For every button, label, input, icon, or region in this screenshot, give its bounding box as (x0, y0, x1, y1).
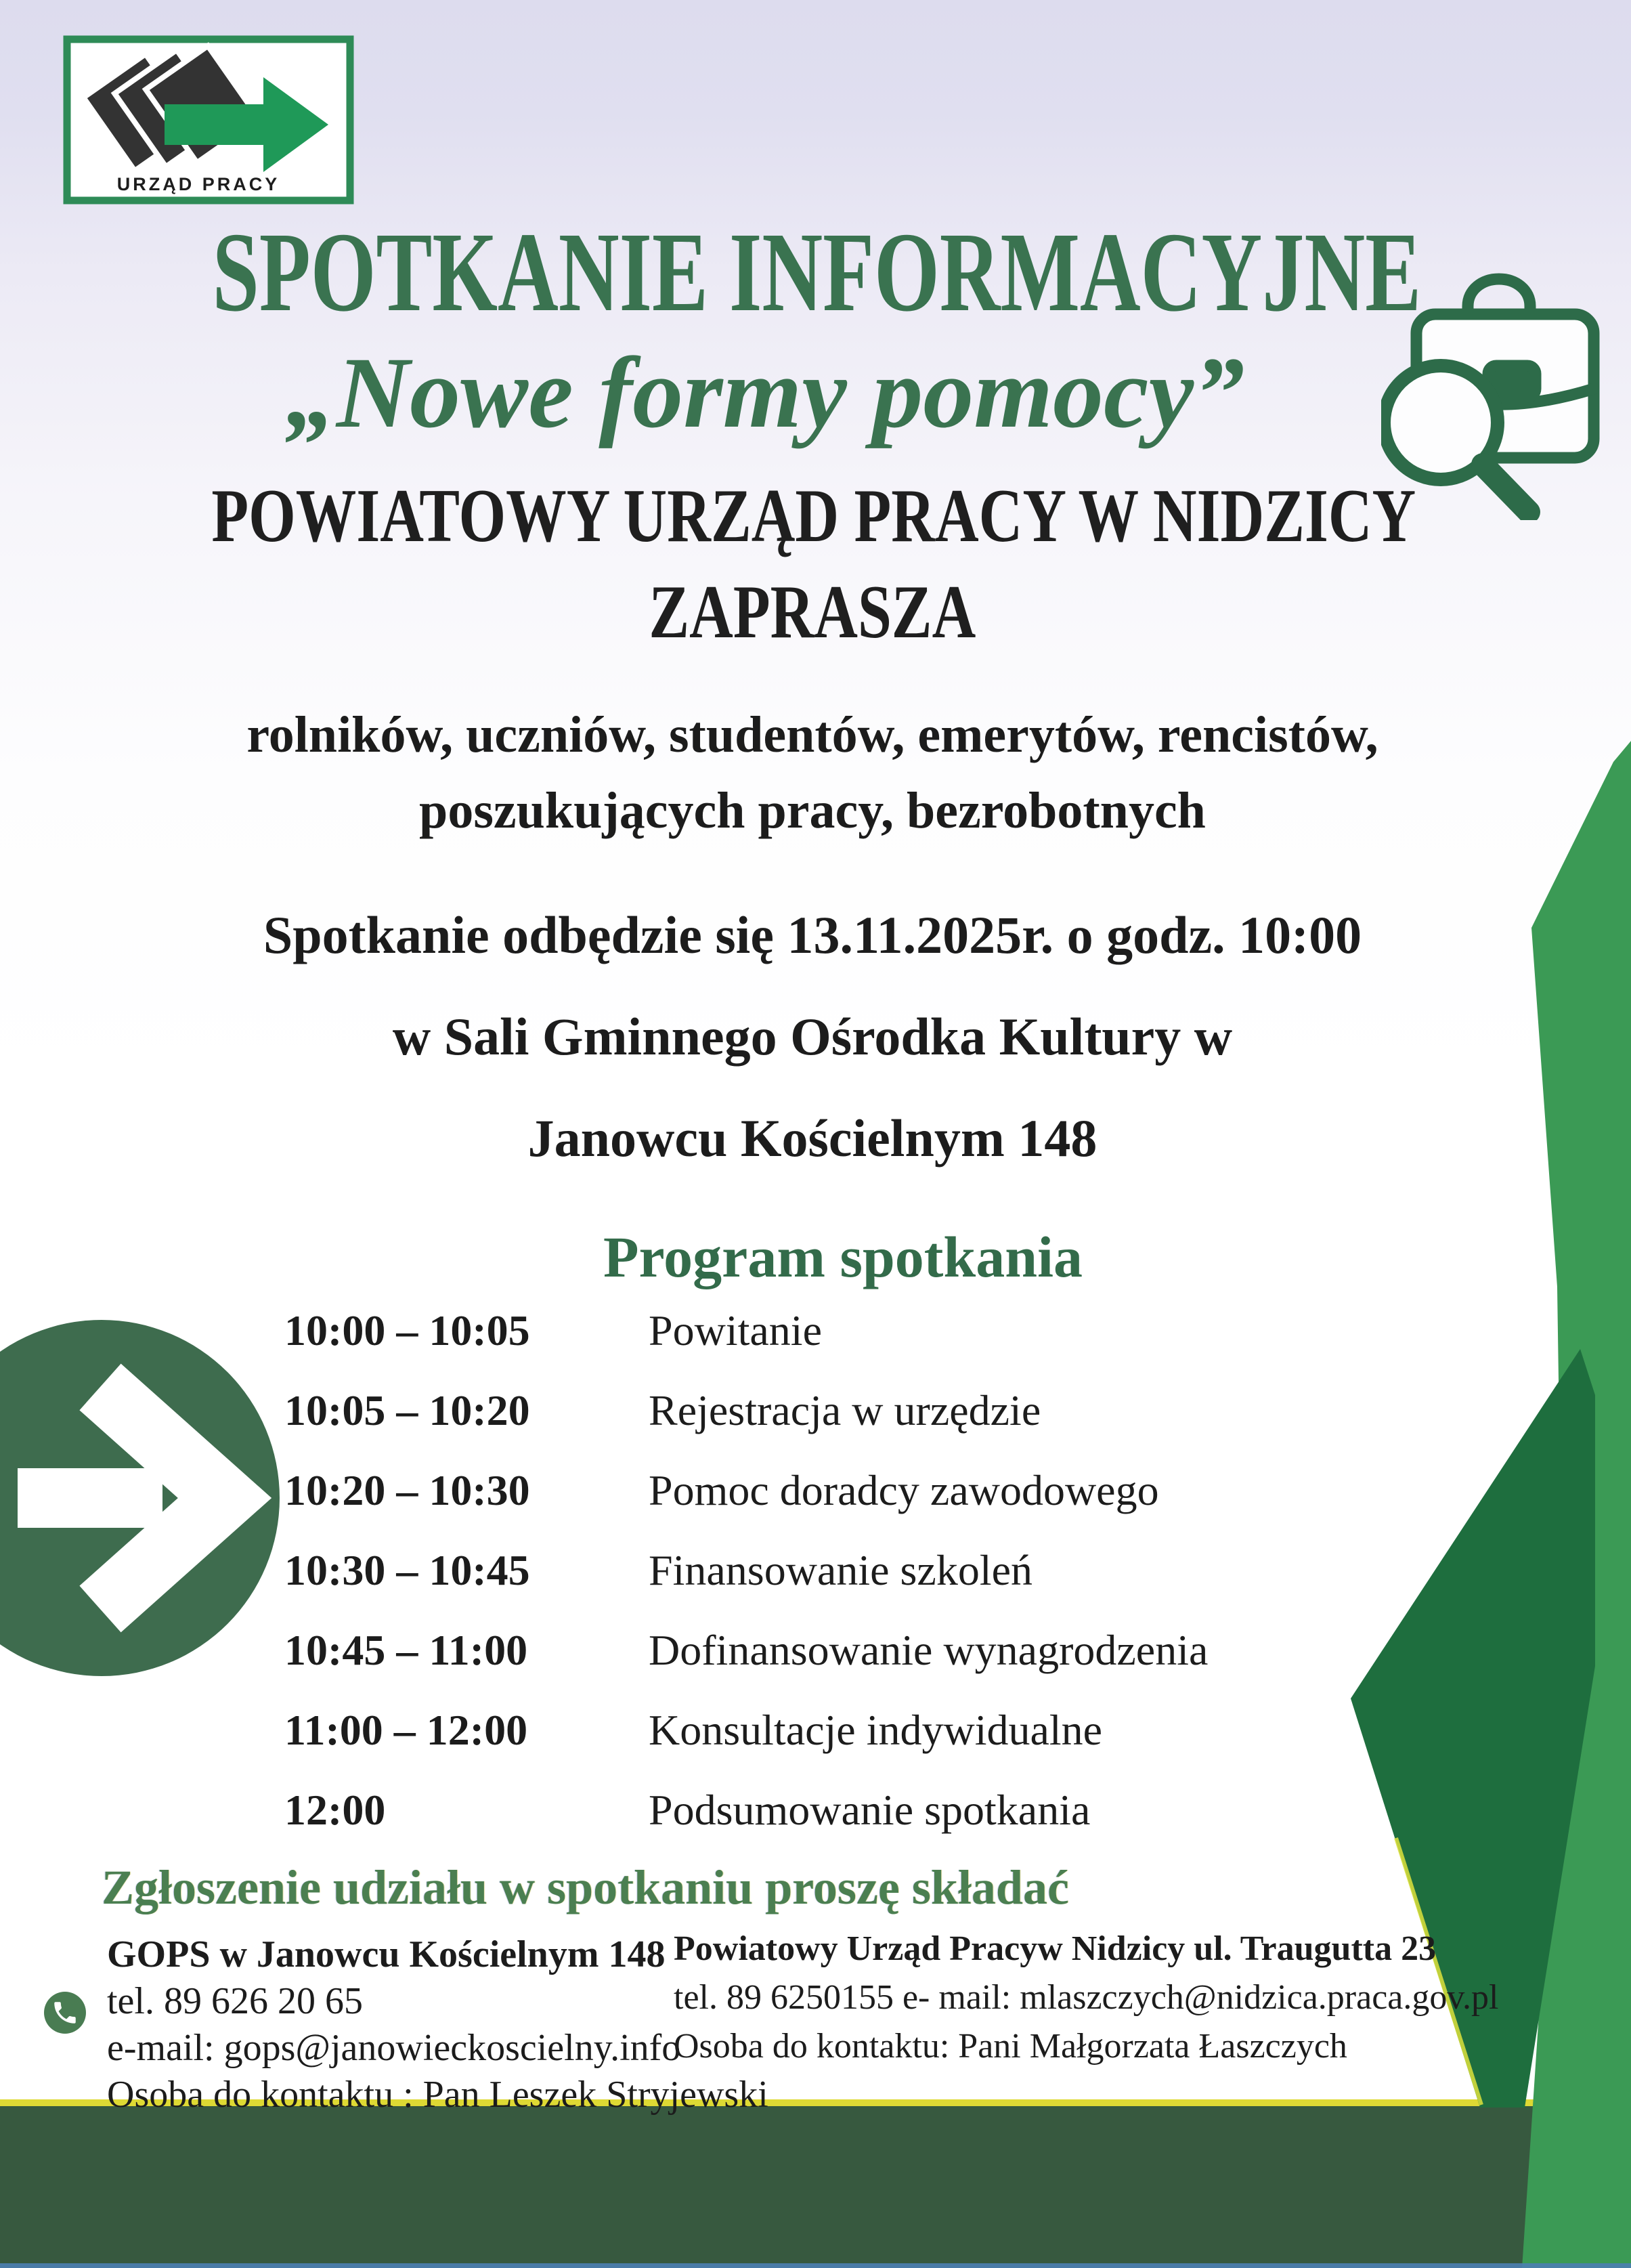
schedule-time: 10:30 – 10:45 (284, 1546, 530, 1594)
contact-pup-person: Osoba do kontaktu: Pani Małgorzata Łaszczych (674, 2027, 1347, 2066)
invites-line: ZAPRASZA (649, 570, 976, 654)
contact-gops-email: e-mail: gops@janowieckoscielny.info (107, 2027, 681, 2069)
meeting-place-line-2: Janowcu Kościelnym 148 (527, 1109, 1097, 1168)
audience-line-1: rolników, uczniów, studentów, emerytów, rencistów, (246, 706, 1378, 763)
schedule-row (284, 1465, 1208, 1545)
program-schedule (284, 1306, 1208, 1865)
schedule-row (284, 1785, 1208, 1865)
schedule-row (284, 1625, 1208, 1705)
bottom-blue-scan-line (0, 2263, 1631, 2268)
poster-subtitle (0, 337, 1530, 449)
poster-subtitle-text: „Nowe formy pomocy” (285, 337, 1245, 449)
schedule-time: 10:05 – 10:20 (284, 1386, 530, 1434)
audience-line-2: poszukujących pracy, bezrobotnych (419, 782, 1206, 839)
schedule-time: 10:20 – 10:30 (284, 1466, 530, 1514)
schedule-activity: Finansowanie szkoleń (649, 1546, 1032, 1594)
program-heading: Program spotkania (603, 1224, 1083, 1289)
meeting-date-line: Spotkanie odbędzie się 13.11.2025r. o godz. 10:00 (263, 905, 1362, 964)
schedule-time: 10:45 – 11:00 (284, 1626, 528, 1674)
contact-gops (107, 1931, 768, 2118)
phone-icon (44, 1992, 86, 2034)
poster-title (0, 209, 1530, 335)
schedule-row (284, 1306, 1208, 1386)
organizer-line: POWIATOWY URZĄD PRACY W NIDZICY (211, 474, 1416, 558)
contact-gops-name: GOPS w Janowcu Kościelnym 148 (107, 1933, 666, 1975)
schedule-activity: Pomoc doradcy zawodowego (649, 1466, 1159, 1514)
schedule-activity: Podsumowanie spotkania (649, 1786, 1091, 1834)
schedule-activity: Dofinansowanie wynagrodzenia (649, 1626, 1209, 1674)
bottom-green-band (0, 2106, 1631, 2268)
urzad-pracy-logo (63, 35, 354, 205)
schedule-time: 10:00 – 10:05 (284, 1306, 530, 1354)
schedule-activity: Powitanie (649, 1306, 822, 1354)
contact-pup-phone-email: tel. 89 6250155 e- mail: mlaszczych@nidzica.praca.gov.pl (674, 1978, 1499, 2017)
schedule-time: 11:00 – 12:00 (284, 1706, 528, 1754)
contact-pup (674, 1925, 1498, 2071)
poster-title-text: SPOTKANIE INFORMACYJNE (212, 209, 1422, 335)
schedule-activity: Rejestracja w urzędzie (649, 1386, 1041, 1434)
meeting-place-line-1: w Sali Gminnego Ośrodka Kultury w (392, 1007, 1233, 1066)
contact-gops-person: Osoba do kontaktu : Pan Leszek Stryjewski (107, 2074, 768, 2116)
schedule-activity: Konsultacje indywidualne (649, 1706, 1103, 1754)
signup-heading: Zgłoszenie udziału w spotkaniu proszę składać (102, 1860, 1069, 1914)
logo-label: URZĄD PRACY (116, 174, 280, 194)
contact-gops-phone: tel. 89 626 20 65 (107, 1980, 363, 2022)
schedule-row (284, 1545, 1208, 1625)
schedule-row (284, 1705, 1208, 1785)
schedule-row (284, 1386, 1208, 1465)
contact-pup-name: Powiatowy Urząd Pracyw Nidzicy ul. Traugutta 23 (674, 1929, 1437, 1968)
schedule-time: 12:00 (284, 1786, 386, 1834)
arrow-right-circle-icon (0, 1320, 280, 1676)
